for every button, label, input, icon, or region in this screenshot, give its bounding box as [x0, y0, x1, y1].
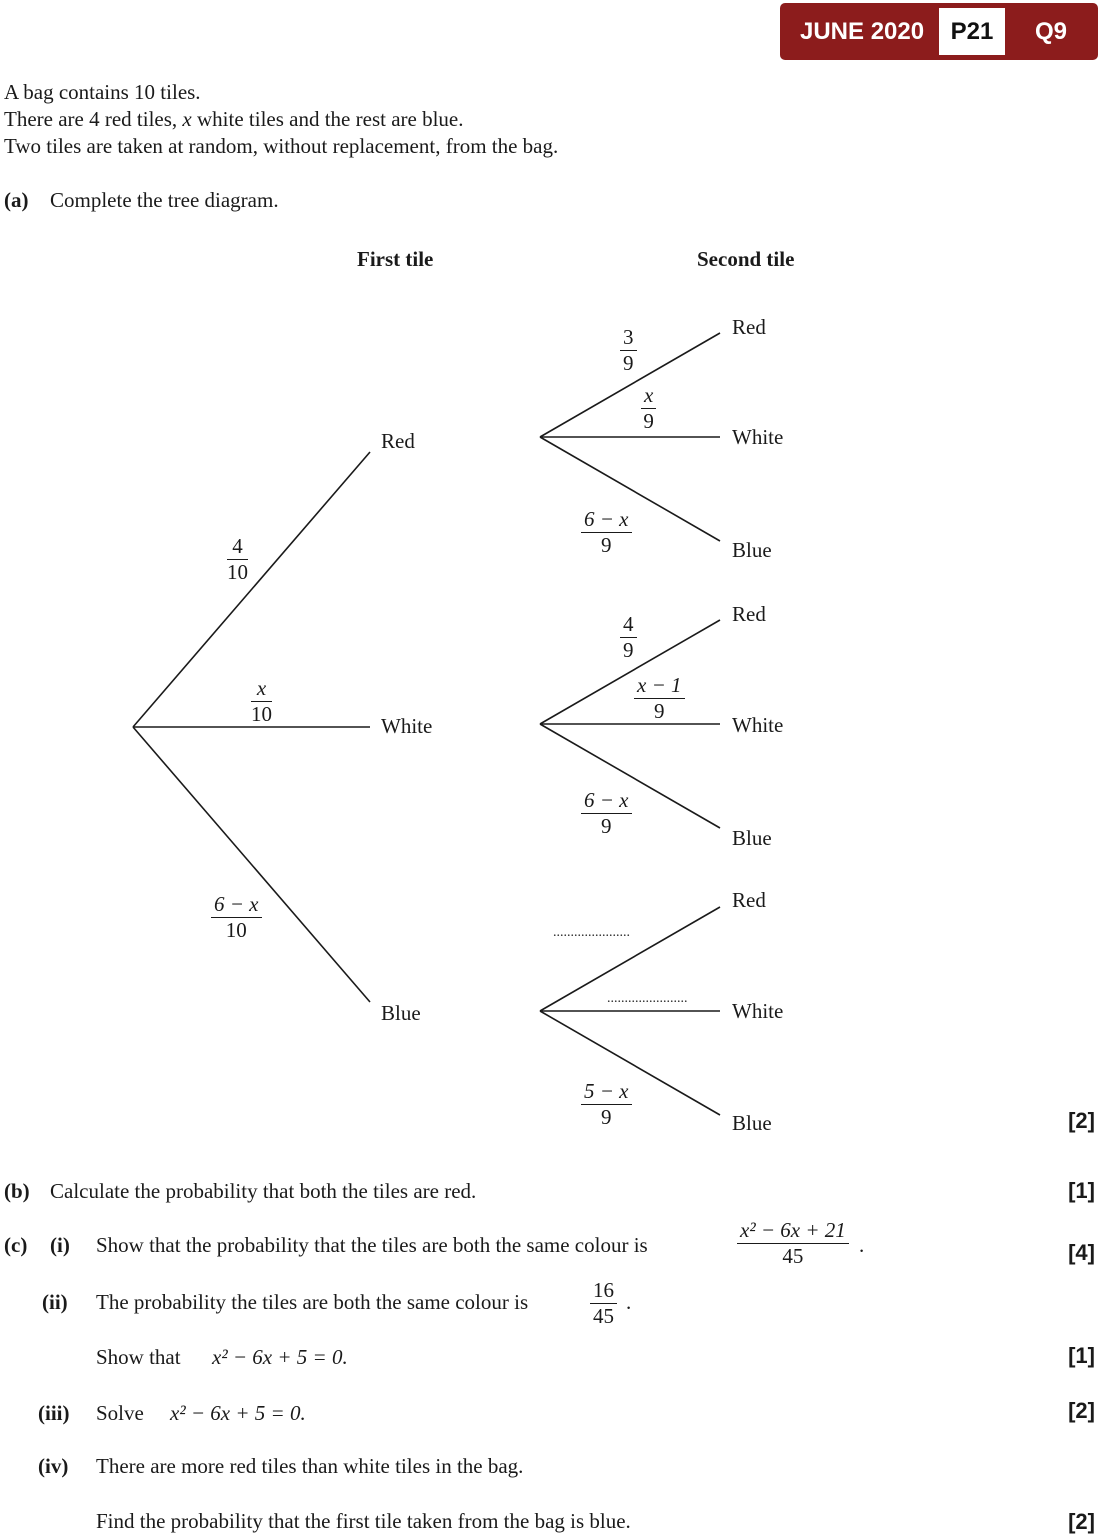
- prob-first-white: $\frac{x}{10}$: [251, 676, 272, 726]
- part-a-text: Complete the tree diagram.: [50, 188, 279, 212]
- mark-c-iii: [2]: [1068, 1398, 1095, 1423]
- fraction-same-colour: $\frac{\text{x² − 6x + 21}}{45}$: [737, 1220, 849, 1267]
- part-c-iii-text: Solve: [96, 1401, 144, 1425]
- part-a-label: (a): [4, 188, 29, 212]
- part-c-iii-equation: x² − 6x + 5 = 0.: [170, 1401, 306, 1425]
- second-label-red-1: Red: [732, 315, 766, 339]
- prob-r-white: $\frac{x}{9}$: [641, 385, 656, 432]
- second-label-red-3: Red: [732, 888, 766, 912]
- part-c-ii-equation: x² − 6x + 5 = 0.: [212, 1345, 348, 1369]
- badge-session: JUNE 2020: [800, 18, 925, 45]
- mark-a: [2]: [1068, 1108, 1095, 1133]
- mark-c-i: [4]: [1068, 1240, 1095, 1265]
- part-c-iv-text-2: Find the probability that the first tile taken from the bag is blue.: [96, 1509, 631, 1533]
- mark-b: [1]: [1068, 1178, 1095, 1203]
- part-b-label: (b): [4, 1179, 30, 1203]
- fraction-16-45: $\frac{16}{45}$: [590, 1280, 617, 1327]
- prob-w-red: $\frac{4}{9}$: [620, 614, 637, 661]
- prob-w-blue: $\frac{6 - x}{9}$: [581, 790, 632, 837]
- second-label-white-3: White: [732, 999, 784, 1023]
- part-c-iv-text: There are more red tiles than white tiles in the bag.: [96, 1454, 524, 1478]
- prob-r-blue: $\frac{6 - x}{9}$: [581, 509, 632, 556]
- intro-line-3: Two tiles are taken at random, without replacement, from the bag.: [4, 134, 559, 158]
- period: .: [626, 1290, 632, 1314]
- part-c-ii-text: The probability the tiles are both the same colour is: [96, 1290, 529, 1314]
- first-label-white: White: [381, 714, 433, 738]
- second-label-red-2: Red: [732, 602, 766, 626]
- prob-w-white: $\frac{x - 1}{9}$: [634, 675, 685, 722]
- part-c-iv-label: (iv): [38, 1454, 69, 1478]
- first-label-blue: Blue: [381, 1001, 421, 1025]
- prob-r-red: $\frac{3}{9}$: [620, 327, 637, 374]
- prob-first-blue: $\frac{6 - x}{10}$: [211, 894, 262, 941]
- part-c-i-text: Show that the probability that the tiles are both the same colour is: [96, 1233, 648, 1257]
- badge-paper: P21: [939, 8, 1005, 55]
- branch-first-blue: [133, 727, 370, 1002]
- part-c-i-label: (i): [50, 1233, 70, 1257]
- mark-c-iv: [2]: [1068, 1509, 1095, 1534]
- prob-first-red: $\frac{4}{10}$: [227, 534, 248, 584]
- mark-c-ii: [1]: [1068, 1343, 1095, 1368]
- tree-first-header: First tile: [357, 247, 434, 271]
- intro-line-1: A bag contains 10 tiles.: [4, 80, 201, 104]
- second-label-blue-3: Blue: [732, 1111, 772, 1135]
- answer-blank-b-red[interactable]: ......................: [553, 925, 630, 940]
- second-label-white-1: White: [732, 425, 784, 449]
- answer-blank-b-white[interactable]: .......................: [607, 991, 688, 1006]
- period: .: [859, 1233, 865, 1257]
- part-c-ii-show: Show that: [96, 1345, 181, 1369]
- second-label-blue-1: Blue: [732, 538, 772, 562]
- prob-b-blue: $\frac{5 - x}{9}$: [581, 1081, 632, 1128]
- part-c-label: (c): [4, 1233, 28, 1257]
- badge-question: Q9: [1035, 18, 1068, 45]
- tree-second-header: Second tile: [697, 247, 795, 271]
- part-c-ii-label: (ii): [42, 1290, 68, 1314]
- part-b-text: Calculate the probability that both the tiles are red.: [50, 1179, 477, 1203]
- second-label-blue-2: Blue: [732, 826, 772, 850]
- part-c-iii-label: (iii): [38, 1401, 70, 1425]
- intro-line-2: There are 4 red tiles, x white tiles and the rest are blue.: [4, 107, 464, 131]
- second-label-white-2: White: [732, 713, 784, 737]
- first-label-red: Red: [381, 429, 415, 453]
